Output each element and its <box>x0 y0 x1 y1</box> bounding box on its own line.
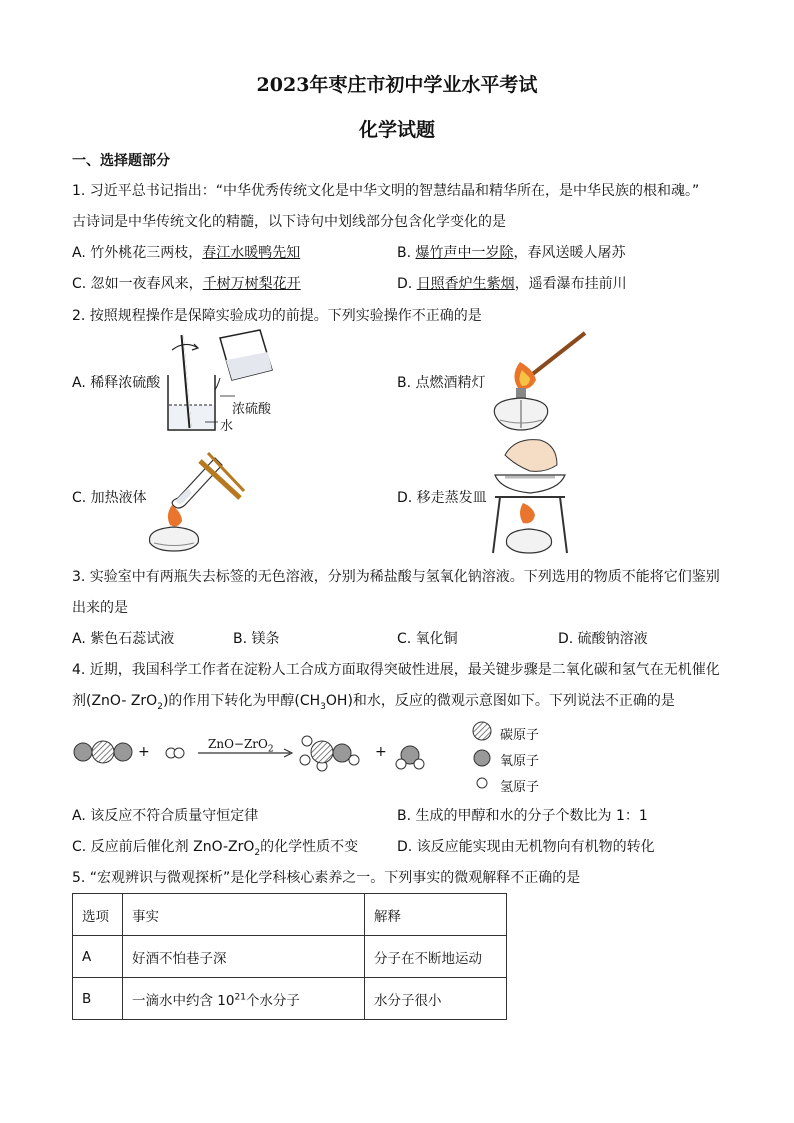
plus-sign-2: + <box>375 744 387 760</box>
catalyst-label <box>208 737 274 754</box>
q3-stem-line2: 出来的是 <box>72 600 128 616</box>
q1-stem-line2: 古诗词是中华传统文化的精髓，以下诗句中划线部分包含化学变化的是 <box>72 214 506 230</box>
q4-option-a: A. 该反应不符合质量守恒定律 <box>72 808 259 824</box>
q5-stem: 5. “宏观辨识与微观探析”是化学科核心素养之一。下列事实的微观解释不正确的是 <box>72 870 581 886</box>
q4-option-b: B. 生成的甲醇和水的分子个数比为 1：1 <box>397 808 648 824</box>
legend-hydrogen-icon <box>477 778 491 792</box>
table-row <box>73 936 507 978</box>
q1-c-underlined: 千树万树梨花开 <box>202 276 301 292</box>
catalyst-text: ZnO−ZrO <box>208 737 268 751</box>
q2-option-c: C. 加热液体 <box>72 490 147 506</box>
exam-subtitle: 化学试题 <box>358 119 435 141</box>
heat-liquid-illustration <box>140 443 250 553</box>
q4-stem-line2 <box>72 691 675 717</box>
q1-b-suffix: ，春风送暖人屠苏 <box>513 245 626 261</box>
q2-option-b: B. 点燃酒精灯 <box>397 375 486 391</box>
q2-stem: 2. 按照规程操作是保障实验成功的前提。下列实验操作不正确的是 <box>72 308 482 324</box>
legend-carbon: 碳原子 <box>500 728 540 743</box>
exam-title: 2023年枣庄市初中学业水平考试 <box>256 74 538 96</box>
header-option: 选项 <box>73 894 123 936</box>
row-b-fact-sup: 21 <box>234 992 246 1002</box>
q1-d-underlined: 日照香炉生紫烟 <box>416 276 515 292</box>
q1-stem-line1: 1. 习近平总书记指出：“中华优秀传统文化是中华文明的智慧结晶和精华所在，是中华民族的根和魂。” <box>72 183 700 199</box>
q1-option-b <box>397 243 626 263</box>
catalyst-sub: 2 <box>267 744 274 755</box>
row-a-fact: 好酒不怕巷子深 <box>123 936 365 978</box>
q1-option-d <box>397 274 627 294</box>
q1-c-text: C. 忽如一夜春风来， <box>72 276 203 292</box>
q3-option-a: A. 紫色石蕊试液 <box>72 631 175 647</box>
row-a-explain: 分子在不断地运动 <box>365 936 507 978</box>
light-lamp-illustration <box>480 330 590 435</box>
q4-stem-sub2: 3 <box>320 701 326 712</box>
q1-option-a <box>72 243 300 263</box>
legend-hydrogen: 氢原子 <box>500 780 540 795</box>
row-b-fact-post: 个水分子 <box>245 992 300 1009</box>
header-explain: 解释 <box>365 894 507 936</box>
row-b-fact-pre: 一滴水中约含 10 <box>132 992 235 1009</box>
row-a-option: A <box>73 936 123 978</box>
q4-stem-part2: )的作用下转化为甲醇(CH <box>162 693 321 709</box>
q3-stem-line1: 3. 实验室中有两瓶失去标签的无色溶液，分别为稀盐酸与氢氧化钠溶液。下列选用的物质不能将它们鉴别 <box>72 569 720 585</box>
row-b-fact <box>123 978 365 1020</box>
q3-option-b: B. 镁条 <box>233 631 280 647</box>
row-b-explain: 水分子很小 <box>365 978 507 1020</box>
q4-c-part1: C. 反应前后催化剂 ZnO-ZrO <box>72 839 255 855</box>
row-b-option: B <box>73 978 123 1020</box>
q3-option-d: D. 硫酸钠溶液 <box>558 631 648 647</box>
q2-option-d: D. 移走蒸发皿 <box>397 490 487 506</box>
q4-stem-part3: OH)和水，反应的微观示意图如下。下列说法不正确的是 <box>325 693 675 709</box>
q1-b-prefix: B. <box>397 245 416 261</box>
plus-sign-1: + <box>138 744 150 760</box>
q4-stem-line1: 4. 近期，我国科学工作者在淀粉人工合成方面取得突破性进展，最关键步骤是二氧化碳和氢气在无机催化 <box>72 662 720 678</box>
q4-c-part2: 的化学性质不变 <box>260 839 359 855</box>
table-header-row <box>73 894 507 936</box>
q1-d-prefix: D. <box>397 276 417 292</box>
q2-option-a: A. 稀释浓硫酸 <box>72 375 161 391</box>
table-row <box>73 978 507 1020</box>
q1-d-suffix: ，遥看瀑布挂前川 <box>514 276 627 292</box>
q4-stem-sub1: 2 <box>157 701 163 712</box>
q4-option-d: D. 该反应能实现由无机物向有机物的转化 <box>397 839 655 855</box>
move-dish-illustration <box>485 435 575 555</box>
label-water: 水 <box>220 419 234 434</box>
q1-option-c <box>72 274 301 294</box>
q1-a-underlined: 春江水暖鸭先知 <box>202 245 301 261</box>
legend-oxygen: 氧原子 <box>500 754 540 769</box>
q4-stem-part1: 剂(ZnO- ZrO <box>72 693 158 709</box>
section-heading: 一、选择题部分 <box>72 153 170 169</box>
header-fact: 事实 <box>123 894 365 936</box>
q4-option-c <box>72 837 358 863</box>
q5-table <box>72 893 507 1020</box>
q3-option-c: C. 氧化铜 <box>397 631 458 647</box>
q4-c-sub: 2 <box>254 847 261 858</box>
label-conc-acid: 浓硫酸 <box>232 402 272 417</box>
q1-a-text: A. 竹外桃花三两枝， <box>72 245 203 261</box>
q1-b-underlined: 爆竹声中一岁除 <box>415 245 514 261</box>
